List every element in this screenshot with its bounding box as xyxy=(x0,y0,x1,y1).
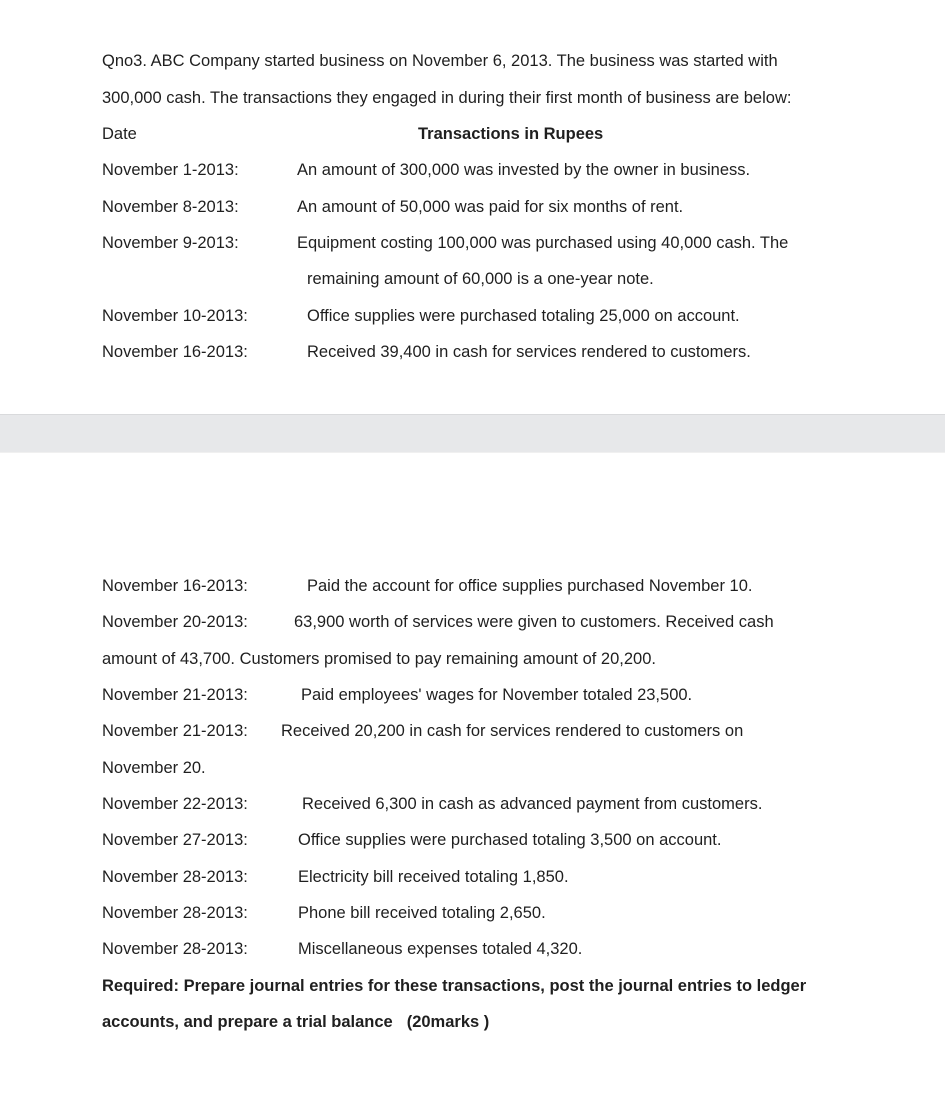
entry-date: November 28-2013: xyxy=(102,904,248,922)
header-transactions: Transactions in Rupees xyxy=(418,125,604,143)
entry-text: Electricity bill received totaling 1,850. xyxy=(298,868,569,886)
entry-text: Received 6,300 in cash as advanced payment from customers. xyxy=(302,795,763,813)
entry-date: November 9-2013: xyxy=(102,234,239,252)
question-intro-line-2: 300,000 cash. The transactions they engaged in during their first month of business are below: xyxy=(102,89,792,107)
entry-text: Received 20,200 in cash for services rendered to customers on xyxy=(281,722,744,740)
entry-text: Phone bill received totaling 2,650. xyxy=(298,904,546,922)
entry-date: November 1-2013: xyxy=(102,161,239,179)
entry-date: November 21-2013: xyxy=(102,686,248,704)
entry-text: Office supplies were purchased totaling 25,000 on account. xyxy=(307,307,740,325)
entry-date: November 22-2013: xyxy=(102,795,248,813)
entry-text: Equipment costing 100,000 was purchased using 40,000 cash. The xyxy=(297,234,789,252)
entry-date: November 20-2013: xyxy=(102,613,248,631)
marks-label: (20marks ) xyxy=(406,1013,490,1031)
required-line-1: Required: Prepare journal entries for these transactions, post the journal entries to ledger xyxy=(102,977,807,995)
entry-text-continued: remaining amount of 60,000 is a one-year note. xyxy=(307,270,654,288)
entry-text: Received 39,400 in cash for services rendered to customers. xyxy=(307,343,751,361)
entry-text: Office supplies were purchased totaling 3,500 on account. xyxy=(298,831,722,849)
entry-text: Miscellaneous expenses totaled 4,320. xyxy=(298,940,583,958)
entry-text: 63,900 worth of services were given to customers. Received cash xyxy=(294,613,774,631)
question-intro-line-1: Qno3. ABC Company started business on November 6, 2013. The business was started with xyxy=(102,52,778,70)
required-text: accounts, and prepare a trial balance xyxy=(102,1013,393,1031)
required-line-2 xyxy=(102,1011,489,1033)
entry-date: November 28-2013: xyxy=(102,868,248,886)
entry-date: November 16-2013: xyxy=(102,577,248,595)
entry-text-continued: amount of 43,700. Customers promised to pay remaining amount of 20,200. xyxy=(102,650,656,668)
entry-date: November 28-2013: xyxy=(102,940,248,958)
entry-text: An amount of 300,000 was invested by the owner in business. xyxy=(297,161,751,179)
entry-text: Paid employees' wages for November totaled 23,500. xyxy=(301,686,693,704)
entry-date: November 27-2013: xyxy=(102,831,248,849)
entry-date: November 8-2013: xyxy=(102,198,239,216)
entry-text-continued: November 20. xyxy=(102,759,206,777)
header-date: Date xyxy=(102,125,137,143)
entry-text: Paid the account for office supplies purchased November 10. xyxy=(307,577,753,595)
entry-date: November 21-2013: xyxy=(102,722,248,740)
page-separator xyxy=(0,414,945,453)
entry-date: November 16-2013: xyxy=(102,343,248,361)
entry-date: November 10-2013: xyxy=(102,307,248,325)
entry-text: An amount of 50,000 was paid for six months of rent. xyxy=(297,198,684,216)
